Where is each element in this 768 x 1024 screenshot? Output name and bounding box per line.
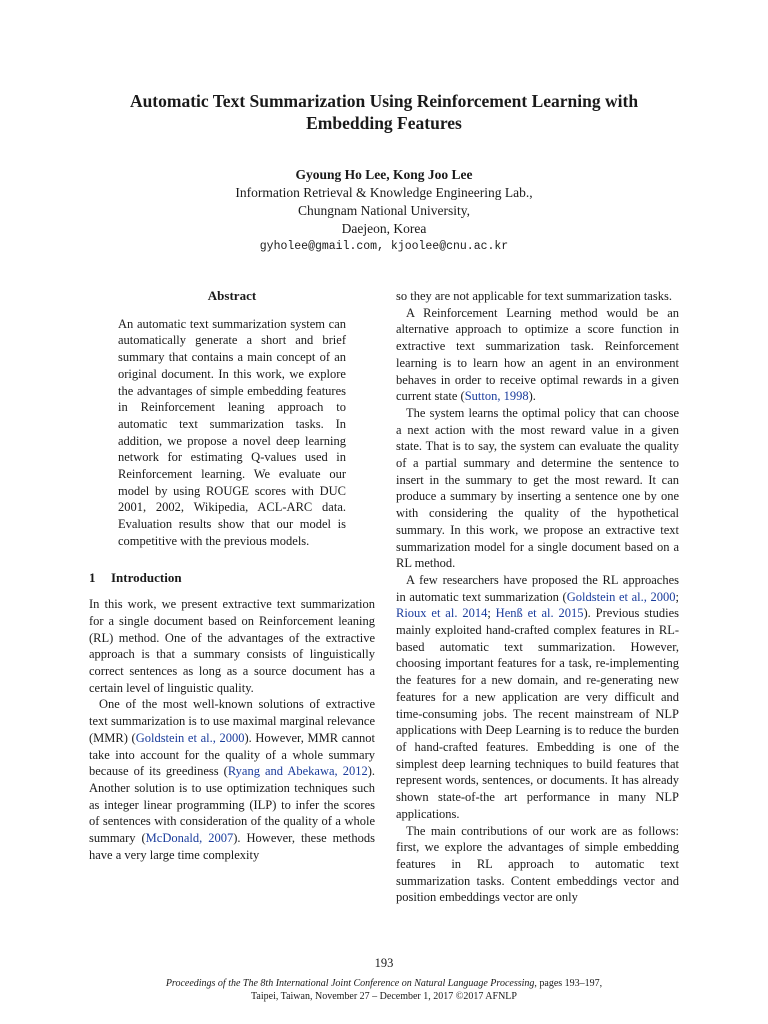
text-run: A Reinforcement Learning method would be an alternative approach to optimize a score function in extractive text summarization task. Reinforcement learning is to learn how an agent in an environment behaves in order to receive optimal rewards in a given current state ( xyxy=(396,305,679,404)
affiliation-lab: Information Retrieval & Knowledge Engineering Lab., xyxy=(235,185,533,200)
right-paragraph-1 xyxy=(396,305,679,405)
text-run: One of the most well-known solutions of extractive text summarization is to use maximal marginal relevance (MMR) ( xyxy=(89,697,375,745)
page-number: 193 xyxy=(374,956,394,970)
affiliation-university: Chungnam National University, xyxy=(298,203,470,218)
right-paragraph-4: The main contributions of our work are as follows: first, we explore the advantages of simple embedding features in RL approach to automatic text summarization tasks. Content embeddings vector and position embeddings vector are only xyxy=(396,823,679,905)
author-names: Gyoung Ho Lee, Kong Joo Lee xyxy=(295,167,473,182)
footer-line-1 xyxy=(60,978,708,991)
citation-link[interactable]: Sutton, 1998 xyxy=(464,389,529,404)
footer-line-2: Taipei, Taiwan, November 27 – December 1, 2017 ©2017 AFNLP xyxy=(251,990,517,1002)
proceedings-footer xyxy=(60,978,708,1003)
affiliation-location: Daejeon, Korea xyxy=(341,221,427,236)
right-column xyxy=(396,288,679,906)
citation-link[interactable]: Ryang and Abekawa, 2012 xyxy=(227,764,368,779)
citation-link[interactable]: Rioux et al. 2014 xyxy=(396,606,488,621)
citation-link[interactable]: Henß et al. 2015 xyxy=(495,606,584,621)
text-run: ). Previous studies mainly exploited hand-crafted complex features in RL-based automatic text summarization. However, choosing important features for a task, re-implementing the features for a new domain, and re-generating new features for a new application are very difficult and time-consuming jobs. The recent mainstream of NLP applications with Deep Learning is to reduce the burden of hand-crafted features. Embedding is one of the simplest deep learning techniques to build features that represent words, sentences, or documents. It has already shown state-of-the art performance in many NLP applications. xyxy=(396,606,680,821)
text-run: A few researchers have proposed the RL approaches in automatic text summarization ( xyxy=(396,572,679,604)
author-block xyxy=(60,166,708,256)
conference-name: Proceedings of the The 8th International Joint Conference on Natural Language Processing xyxy=(165,978,535,989)
abstract-text: An automatic text summarization system can automatically generate a short and brief summary that contains a main concept of an original document. In this work, we explore the advantages of simple embedding features in Reinforcement leaning approach to automatic text summarization tasks. In addition, we propose a novel deep learning network for estimating Q-values used in Reinforcement learning. We evaluate our model by using ROUGE scores with DUC 2001, 2002, Wikipedia, ACL-ARC data. Evaluation results show that our model is competitive with the previous models. xyxy=(118,316,346,548)
paper-title xyxy=(60,90,708,134)
citation-link[interactable]: Goldstein et al., 2000 xyxy=(566,589,676,604)
intro-paragraph-2 xyxy=(89,696,375,863)
text-run: ). However, these methods have a very large time complexity xyxy=(89,831,375,862)
citation-link[interactable]: Goldstein et al., 2000 xyxy=(135,730,245,745)
title-line-1: Automatic Text Summarization Using Reinforcement Learning with xyxy=(129,91,639,111)
section-title: Introduction xyxy=(111,569,182,585)
text-run: ). xyxy=(528,389,536,404)
title-line-2: Embedding Features xyxy=(306,113,462,133)
intro-paragraph-1: In this work, we present extractive text summarization for a single document based on Reinforcement leaning (RL) method. One of the advantages of the extractive approach is that a summary consists of linguistically correct sentences as long as a source document has a certain level of linguistic quality. xyxy=(89,597,375,695)
author-emails: gyholee@gmail.com, kjoolee@cnu.ac.kr xyxy=(259,240,509,253)
text-run: ). However, MMR cannot take into account for the quality of a whole summary because of its greediness ( xyxy=(89,730,375,779)
right-paragraph-2: The system learns the optimal policy that can choose a next action with the most reward value in a given state. That is to say, the system can evaluate the quality of a partial summary and determine the sentence to insert in the summary to get the most reward. It can produce a summary by inserting a sentence one by one with considering the quality of the hypothetical summary. In this work, we propose an extractive text summarization model for a single document based on a RL method. xyxy=(396,405,679,571)
text-run: ). Another solution is to use optimization techniques such as integer linear programming (ILP) to infer the scores of sentences with consideration of the quality of a whole summary ( xyxy=(89,764,375,846)
citation-link[interactable]: McDonald, 2007 xyxy=(145,831,234,846)
section-heading-introduction xyxy=(89,570,375,587)
right-paragraph-0: so they are not applicable for text summarization tasks. xyxy=(396,289,672,303)
text-run: ; xyxy=(675,589,680,604)
left-column xyxy=(89,288,375,864)
text-run: ; xyxy=(487,606,496,621)
right-paragraph-3 xyxy=(396,572,679,823)
section-number: 1 xyxy=(89,569,96,585)
abstract-heading: Abstract xyxy=(207,288,257,303)
page-range: , pages 193–197, xyxy=(534,978,603,989)
